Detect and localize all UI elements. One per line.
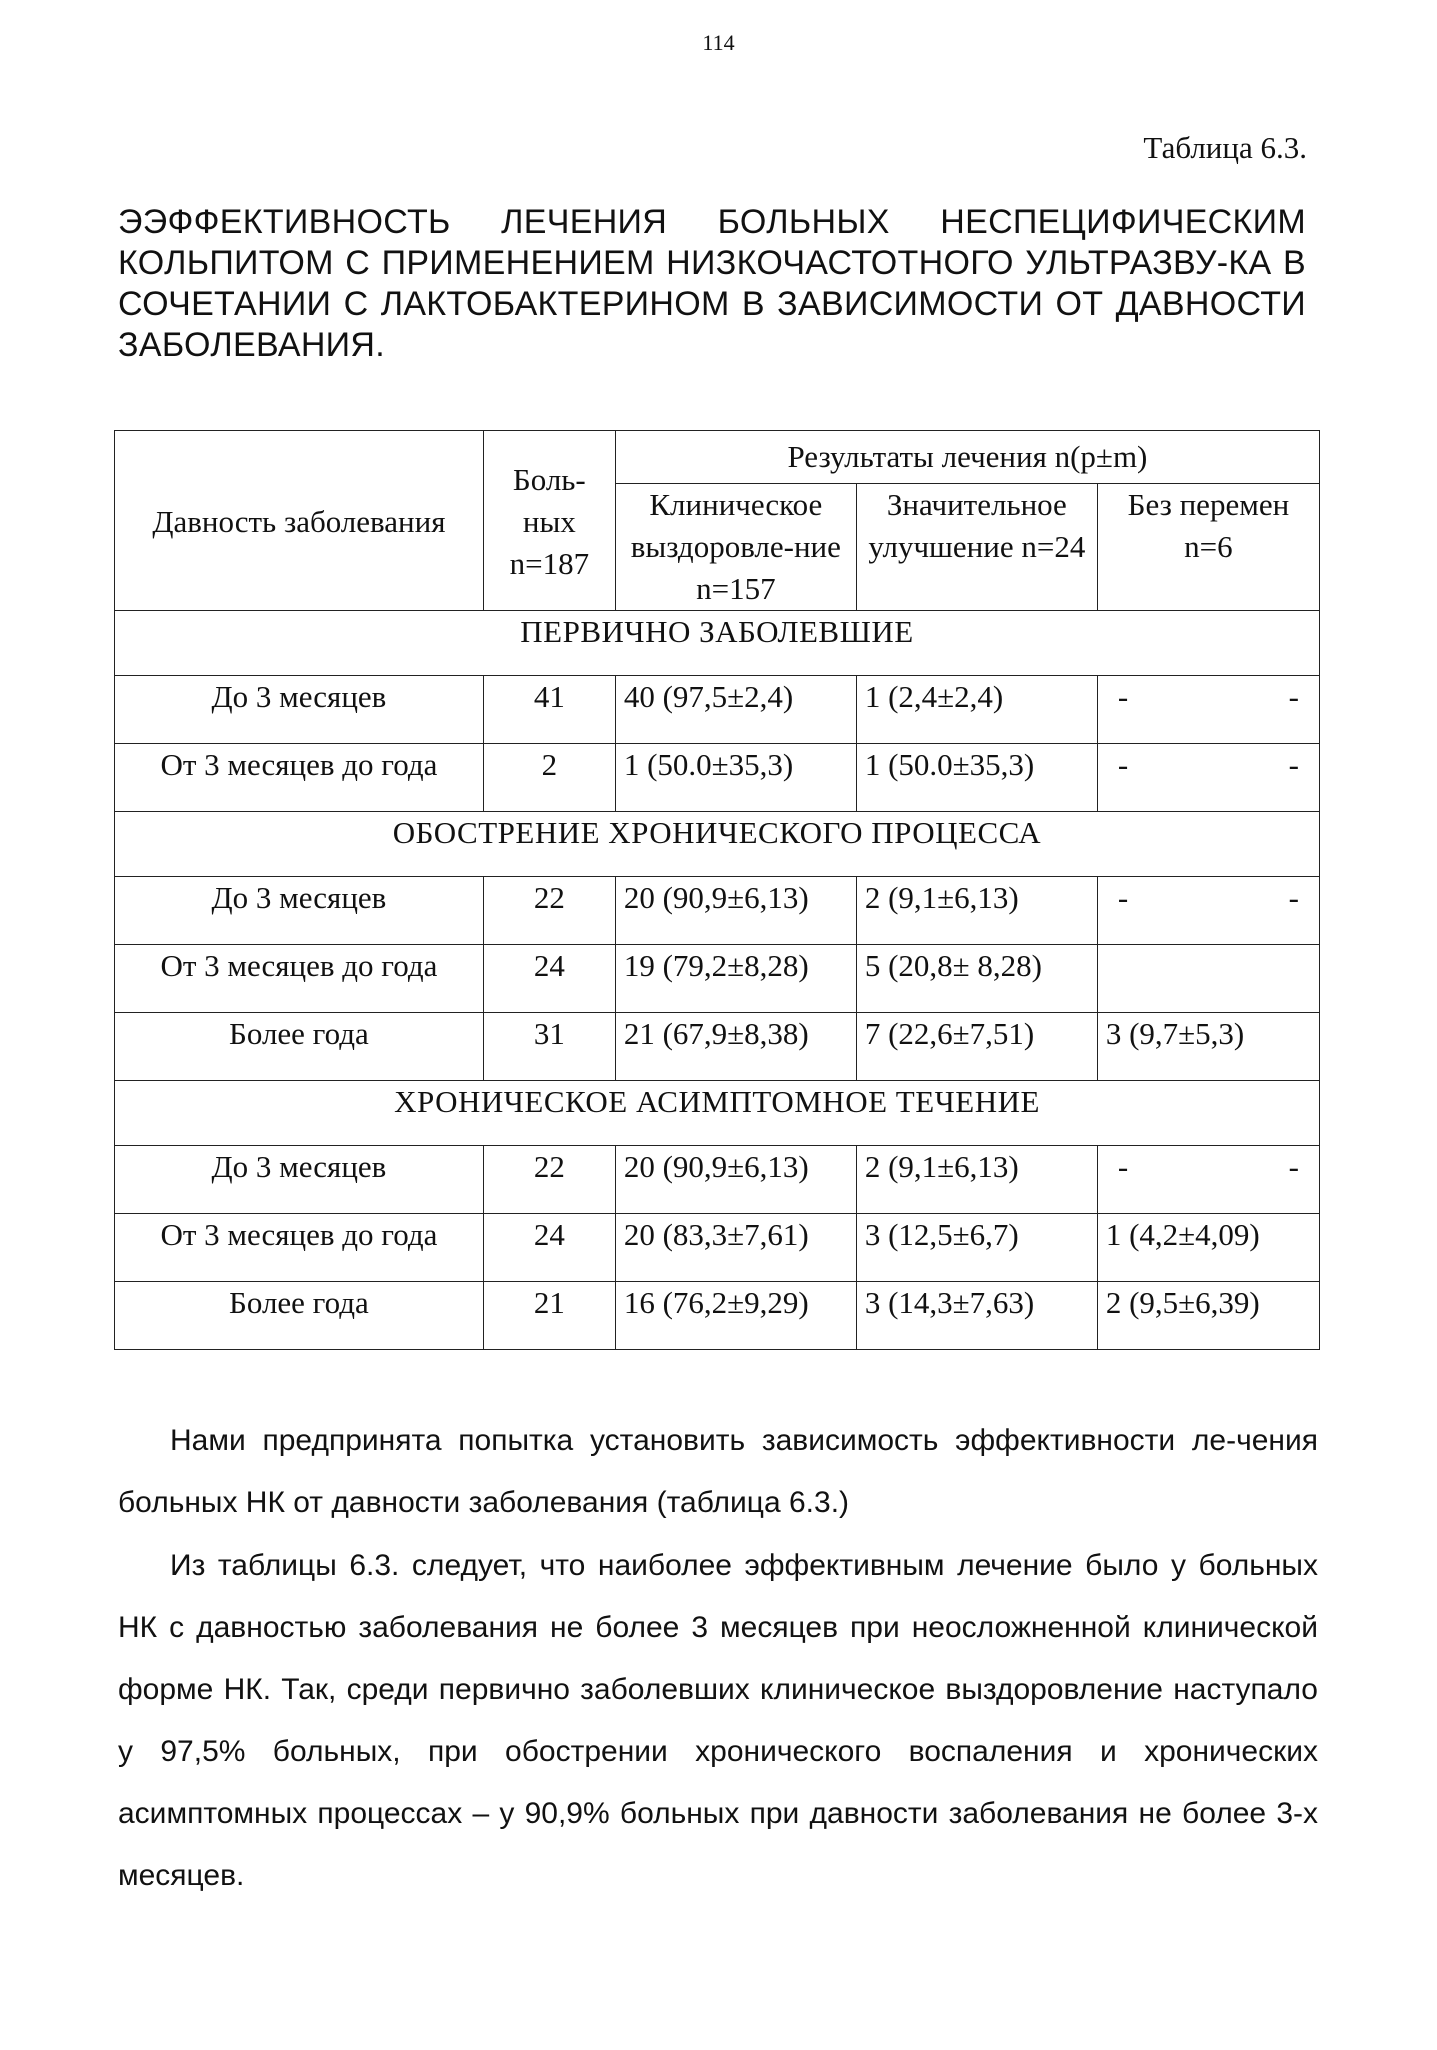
cell-duration: Более года (115, 1282, 484, 1350)
cell-nochange (1097, 676, 1319, 744)
table-row (115, 1013, 1320, 1081)
cell-nochange-a: - (1117, 679, 1129, 714)
cell-nochange-b: - (1288, 679, 1299, 714)
header-patients: Боль-ных n=187 (483, 431, 615, 611)
header-nochange: Без перемен n=6 (1097, 484, 1319, 611)
cell-recovery: 20 (90,9±6,13) (615, 877, 856, 945)
section-title: ПЕРВИЧНО ЗАБОЛЕВШИЕ (115, 611, 1320, 676)
cell-recovery: 1 (50.0±35,3) (615, 744, 856, 812)
results-table (114, 430, 1320, 1350)
cell-nochange (1097, 877, 1319, 945)
table-title: ЭЭФФЕКТИВНОСТЬ ЛЕЧЕНИЯ БОЛЬНЫХ НЕСПЕЦИФИЧЕСКИМ КОЛЬПИТОМ С ПРИМЕНЕНИЕМ НИЗКОЧАСТОТНОГО УЛЬТРАЗВУ-КА В СОЧЕТАНИИ С ЛАКТОБАКТЕРИНОМ В ЗАВИСИМОСТИ ОТ ДАВНОСТИ ЗАБОЛЕВАНИЯ. (118, 203, 1306, 364)
cell-improvement: 1 (50.0±35,3) (856, 744, 1097, 812)
header-results: Результаты лечения n(p±m) (615, 431, 1319, 484)
section-row (115, 1081, 1320, 1146)
cell-nochange-b: - (1288, 747, 1299, 782)
cell-nochange-b: - (1288, 880, 1299, 915)
table-row (115, 1146, 1320, 1214)
cell-recovery: 19 (79,2±8,28) (615, 945, 856, 1013)
cell-patients: 24 (483, 945, 615, 1013)
cell-patients: 21 (483, 1282, 615, 1350)
section-title: ОБОСТРЕНИЕ ХРОНИЧЕСКОГО ПРОЦЕССА (115, 812, 1320, 877)
table-row (115, 744, 1320, 812)
cell-duration: До 3 месяцев (115, 676, 484, 744)
table-row (115, 676, 1320, 744)
cell-patients: 24 (483, 1214, 615, 1282)
body-paragraph-2: Из таблицы 6.3. следует, что наиболее эффективным лечение было у больных НК с давностью заболевания не более 3 месяцев при неосложненной клинической форме НК. Так, среди первично заболевших клиническое выздоровление наступало у 97,5% больных, при обострении хронического воспаления и хронических асимптомных процессах – у 90,9% больных при давности заболевания не более 3-х месяцев. (118, 1549, 1318, 1892)
cell-improvement: 2 (9,1±6,13) (856, 877, 1097, 945)
table-label: Таблица 6.3. (1143, 130, 1307, 165)
cell-recovery: 20 (83,3±7,61) (615, 1214, 856, 1282)
cell-nochange (1097, 945, 1319, 1013)
cell-improvement: 7 (22,6±7,51) (856, 1013, 1097, 1081)
cell-recovery: 20 (90,9±6,13) (615, 1146, 856, 1214)
header-row (115, 431, 1320, 484)
cell-nochange-a: - (1117, 1149, 1129, 1184)
cell-patients: 31 (483, 1013, 615, 1081)
cell-nochange: 1 (4,2±4,09) (1097, 1214, 1319, 1282)
cell-improvement: 2 (9,1±6,13) (856, 1146, 1097, 1214)
cell-nochange: 3 (9,7±5,3) (1097, 1013, 1319, 1081)
header-recovery: Клиническое выздоровле-ние n=157 (615, 484, 856, 611)
header-duration: Давность заболевания (115, 431, 484, 611)
table-row (115, 877, 1320, 945)
cell-nochange (1097, 1146, 1319, 1214)
cell-improvement: 3 (12,5±6,7) (856, 1214, 1097, 1282)
cell-patients: 2 (483, 744, 615, 812)
cell-improvement: 5 (20,8± 8,28) (856, 945, 1097, 1013)
table-row (115, 1214, 1320, 1282)
cell-nochange-a: - (1117, 880, 1129, 915)
cell-recovery: 16 (76,2±9,29) (615, 1282, 856, 1350)
table-row (115, 945, 1320, 1013)
cell-patients: 22 (483, 877, 615, 945)
section-title: ХРОНИЧЕСКОЕ АСИМПТОМНОЕ ТЕЧЕНИЕ (115, 1081, 1320, 1146)
cell-nochange: 2 (9,5±6,39) (1097, 1282, 1319, 1350)
cell-patients: 22 (483, 1146, 615, 1214)
body-paragraph-1: Нами предпринята попытка установить зависимость эффективности ле-чения больных НК от давности заболевания (таблица 6.3.) (118, 1424, 1318, 1519)
cell-duration: От 3 месяцев до года (115, 1214, 484, 1282)
header-improvement: Значительное улучшение n=24 (856, 484, 1097, 611)
cell-duration: До 3 месяцев (115, 877, 484, 945)
table-row (115, 1282, 1320, 1350)
cell-nochange (1097, 744, 1319, 812)
section-row (115, 611, 1320, 676)
section-row (115, 812, 1320, 877)
cell-nochange-b: - (1288, 1149, 1299, 1184)
cell-improvement: 3 (14,3±7,63) (856, 1282, 1097, 1350)
cell-recovery: 21 (67,9±8,38) (615, 1013, 856, 1081)
cell-duration: Более года (115, 1013, 484, 1081)
cell-duration: От 3 месяцев до года (115, 945, 484, 1013)
page-number: 114 (702, 30, 735, 55)
cell-patients: 41 (483, 676, 615, 744)
cell-duration: От 3 месяцев до года (115, 744, 484, 812)
cell-improvement: 1 (2,4±2,4) (856, 676, 1097, 744)
cell-nochange-a: - (1117, 747, 1129, 782)
cell-recovery: 40 (97,5±2,4) (615, 676, 856, 744)
cell-duration: До 3 месяцев (115, 1146, 484, 1214)
